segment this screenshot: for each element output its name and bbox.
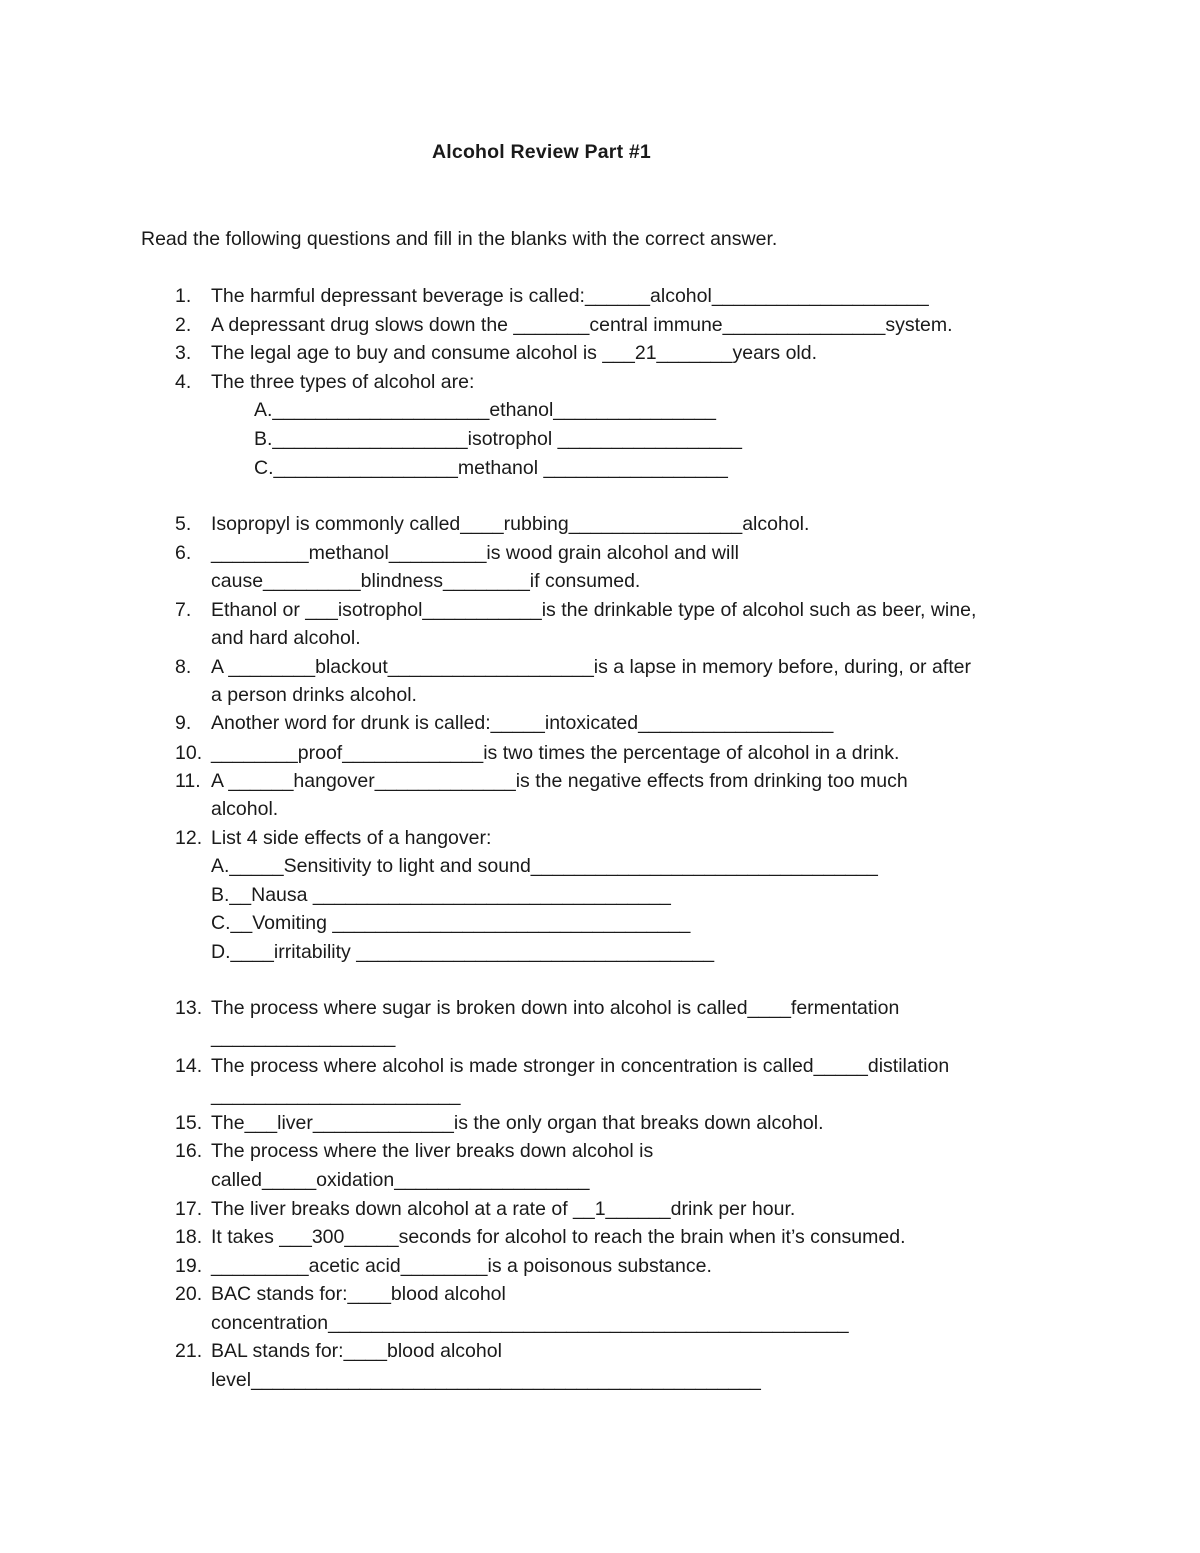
question-text: concentration________________________________________________ — [211, 1312, 849, 1334]
question-number: 3. — [175, 342, 192, 364]
question-number: 7. — [175, 599, 192, 621]
question-text: The___liver_____________is the only organ that breaks down alcohol. — [211, 1112, 824, 1134]
answer-option: A.____________________ethanol_______________ — [254, 399, 716, 421]
question-text: The process where the liver breaks down alcohol is — [211, 1140, 654, 1162]
question-text: _________methanol_________is wood grain alcohol and will — [211, 542, 739, 564]
question-text: The process where sugar is broken down into alcohol is called____fermentation — [211, 997, 900, 1019]
question-number: 8. — [175, 656, 192, 678]
question-text: A ______hangover_____________is the negative effects from drinking too much — [211, 770, 908, 792]
question-text: BAL stands for:____blood alcohol — [211, 1340, 502, 1362]
question-number: 17. — [175, 1198, 203, 1220]
question-text: A depressant drug slows down the _______central immune_______________system. — [211, 314, 953, 336]
question-number: 13. — [175, 997, 203, 1019]
question-number: 18. — [175, 1226, 203, 1248]
question-text: The liver breaks down alcohol at a rate of __1______drink per hour. — [211, 1198, 796, 1220]
question-number: 10. — [175, 742, 203, 764]
question-number: 9. — [175, 712, 192, 734]
question-text: level_______________________________________________ — [211, 1369, 761, 1391]
question-text: The legal age to buy and consume alcohol is ___21_______years old. — [211, 342, 818, 364]
question-number: 1. — [175, 285, 192, 307]
question-text: ________proof_____________is two times the percentage of alcohol in a drink. — [211, 742, 900, 764]
question-text: The process where alcohol is made stronger in concentration is called_____distilation — [211, 1055, 950, 1077]
question-text: called_____oxidation__________________ — [211, 1169, 590, 1191]
question-text: a person drinks alcohol. — [211, 684, 417, 706]
question-text: The three types of alcohol are: — [211, 371, 475, 393]
question-number: 5. — [175, 513, 192, 535]
question-text: cause_________blindness________if consumed. — [211, 570, 641, 592]
question-number: 11. — [175, 770, 201, 792]
question-text: List 4 side effects of a hangover: — [211, 827, 492, 849]
page-title: Alcohol Review Part #1 — [432, 141, 651, 163]
question-text: Another word for drunk is called:_____intoxicated__________________ — [211, 712, 834, 734]
question-number: 6. — [175, 542, 192, 564]
question-text: A ________blackout___________________is a lapse in memory before, during, or after — [211, 656, 971, 678]
question-text: The harmful depressant beverage is called:______alcohol____________________ — [211, 285, 929, 307]
question-number: 16. — [175, 1140, 203, 1162]
question-text: _________acetic acid________is a poisonous substance. — [211, 1255, 712, 1277]
question-text: Isopropyl is commonly called____rubbing________________alcohol. — [211, 513, 810, 535]
question-text: C.__Vomiting _________________________________ — [211, 912, 691, 934]
question-number: 15. — [175, 1112, 203, 1134]
question-text: It takes ___300_____seconds for alcohol to reach the brain when it’s consumed. — [211, 1226, 906, 1248]
question-text: Ethanol or ___isotrophol___________is the drinkable type of alcohol such as beer, wine, — [211, 599, 977, 621]
question-text: and hard alcohol. — [211, 627, 361, 649]
question-number: 12. — [175, 827, 203, 849]
instructions: Read the following questions and fill in the blanks with the correct answer. — [141, 228, 778, 250]
answer-option: B.__________________isotrophol _________________ — [254, 428, 742, 450]
question-text: D.____irritability _________________________________ — [211, 941, 715, 963]
question-text: alcohol. — [211, 798, 279, 820]
question-number: 14. — [175, 1055, 203, 1077]
question-text: _______________________ — [211, 1084, 461, 1106]
question-number: 4. — [175, 371, 192, 393]
question-text: A._____Sensitivity to light and sound________________________________ — [211, 855, 878, 877]
question-text: _________________ — [211, 1026, 396, 1048]
question-number: 21. — [175, 1340, 203, 1362]
answer-option: C._________________methanol _________________ — [254, 457, 728, 479]
question-number: 2. — [175, 314, 192, 336]
question-text: BAC stands for:____blood alcohol — [211, 1283, 506, 1305]
question-text: B.__Nausa _________________________________ — [211, 884, 671, 906]
question-number: 20. — [175, 1283, 203, 1305]
question-number: 19. — [175, 1255, 203, 1277]
